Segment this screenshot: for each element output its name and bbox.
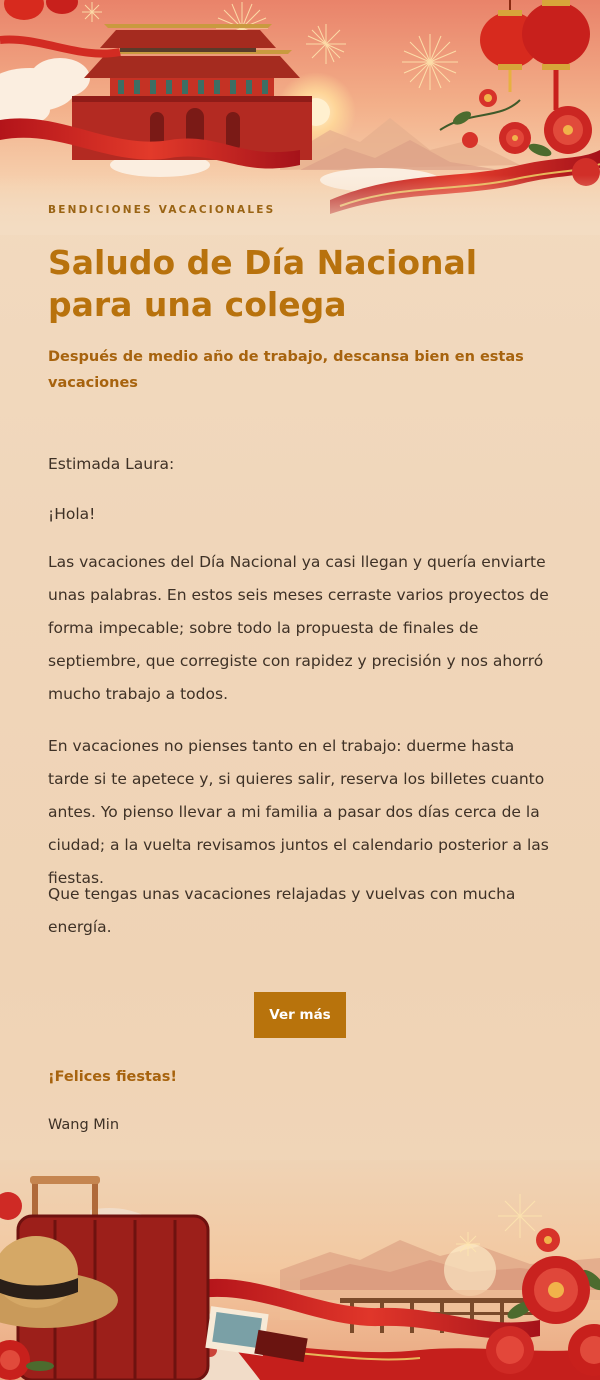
body-paragraph: Las vacaciones del Día Nacional ya casi llegan y quería enviarte unas palabras. En estos seis meses cerraste varios proyectos de forma impecable; sobre todo la propuesta de finales de septiembre, que corregiste con rapidez y precisión y nos ahorró mucho trabajo a todos. [48,553,549,703]
body-paragraph: Que tengas unas vacaciones relajadas y vuelvas con mucha energía. [48,885,516,936]
salutation: ¡Hola! [48,505,96,523]
footer-illustration [0,1160,600,1380]
closing-line: ¡Felices fiestas! [48,1069,177,1085]
body-paragraph: En vacaciones no pienses tanto en el trabajo: duerme hasta tarde si te apetece y, si quieres salir, reserva los billetes cuanto antes. Yo pienso llevar a mi familia a pasar dos días cerca de la ciudad; a la vuelta revisamos juntos el calendario posterior a las fiestas. [48,737,549,887]
email-content [48,200,552,1133]
greeting: Estimada Laura: [48,455,175,473]
eyebrow-label: BENDICIONES VACACIONALES [48,204,276,216]
signature: Wang Min [48,1117,120,1133]
subtitle: Después de medio año de trabajo, descansa bien en estas vacaciones [48,349,524,391]
page-title: Saludo de Día Nacional para una colega [48,243,478,324]
see-more-button[interactable]: Ver más [254,992,346,1038]
